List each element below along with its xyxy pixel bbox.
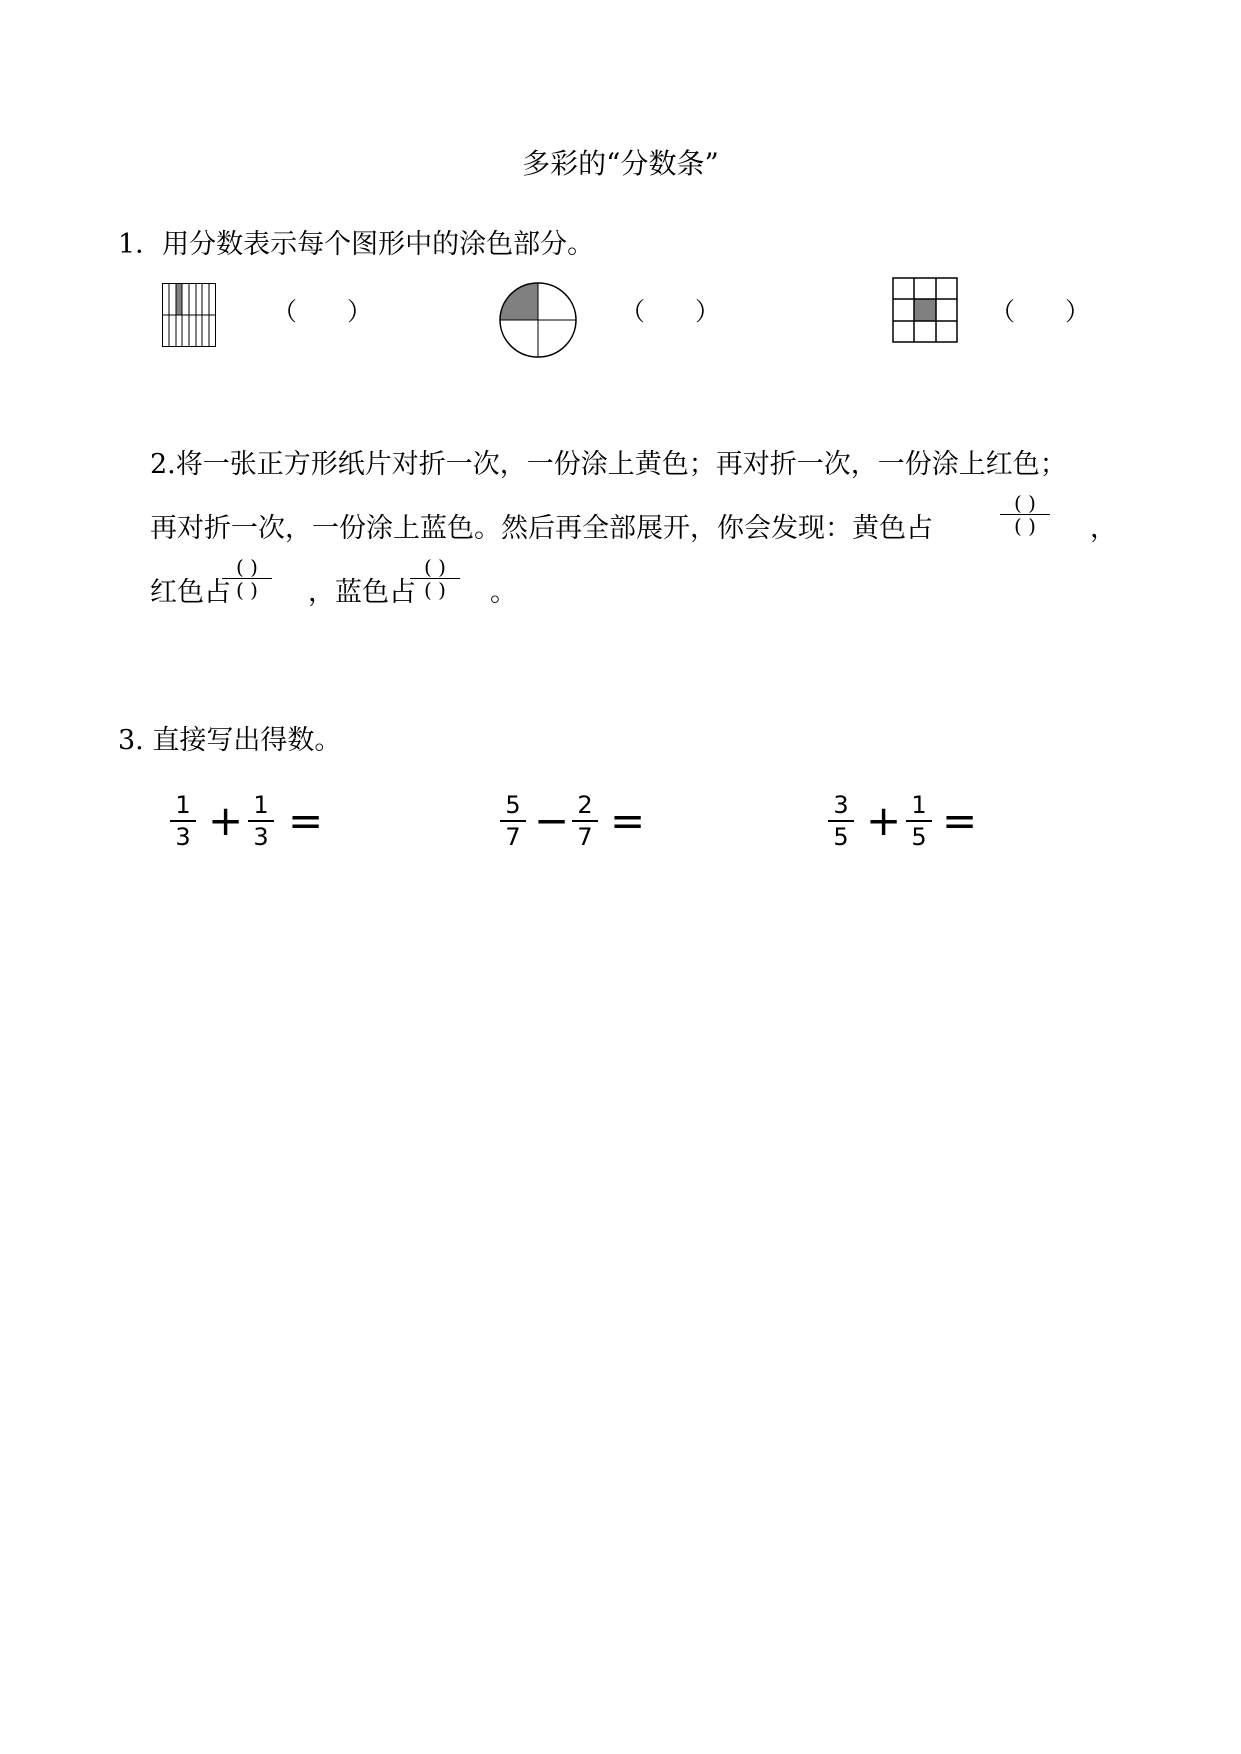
red-denominator[interactable]: ( ) — [222, 578, 272, 601]
q1-answer-blank-3[interactable]: （ ） — [990, 297, 1091, 326]
fraction-b: 1 3 — [248, 790, 274, 852]
expression-1 — [170, 790, 330, 860]
expression-2 — [500, 790, 660, 860]
operator: + — [208, 796, 244, 845]
blue-denominator[interactable]: ( ) — [410, 578, 460, 601]
q1-answer-blank-2[interactable]: （ ） — [620, 297, 721, 326]
shaded-cell — [914, 299, 936, 321]
strips-figure — [162, 283, 216, 347]
q2-blue-label: ，蓝色占 — [308, 577, 416, 608]
grid-figure — [892, 277, 958, 343]
fraction-a: 5 7 — [500, 790, 526, 852]
q2-line-2-end: ， — [1090, 513, 1117, 544]
expression-3 — [828, 790, 988, 860]
blue-fraction-blank[interactable] — [410, 556, 460, 601]
blue-numerator[interactable]: ( ) — [424, 555, 446, 579]
circle-figure — [498, 282, 578, 358]
operator: − — [534, 796, 570, 845]
shaded-strip — [176, 283, 182, 315]
yellow-fraction-blank[interactable] — [1000, 492, 1050, 537]
page-title: 多彩的“分数条” — [522, 147, 719, 180]
q2-line-1: 2.将一张正方形纸片对折一次，一份涂上黄色；再对折一次，一份涂上红色； — [150, 449, 1067, 480]
q2-line-3-end: 。 — [490, 577, 517, 608]
q2-red-label: 红色占 — [150, 577, 231, 608]
q1-answer-blank-1[interactable]: （ ） — [272, 297, 373, 326]
fraction-b: 2 7 — [572, 790, 598, 852]
red-fraction-blank[interactable] — [222, 556, 272, 601]
equals-sign: = — [288, 796, 324, 845]
q2-line-2: 再对折一次，一份涂上蓝色。然后再全部展开，你会发现：黄色占 — [150, 513, 933, 544]
q1-prompt: 1．用分数表示每个图形中的涂色部分。 — [118, 229, 595, 260]
red-numerator[interactable]: ( ) — [236, 555, 258, 579]
fraction-b: 1 5 — [906, 790, 932, 852]
equals-sign: = — [610, 796, 646, 845]
yellow-numerator[interactable]: ( ) — [1014, 491, 1036, 515]
fraction-a: 1 3 — [170, 790, 196, 852]
operator: + — [866, 796, 902, 845]
yellow-denominator[interactable]: ( ) — [1000, 514, 1050, 537]
equals-sign: = — [942, 796, 978, 845]
q3-prompt: 3. 直接写出得数。 — [118, 725, 342, 756]
fraction-a: 3 5 — [828, 790, 854, 852]
